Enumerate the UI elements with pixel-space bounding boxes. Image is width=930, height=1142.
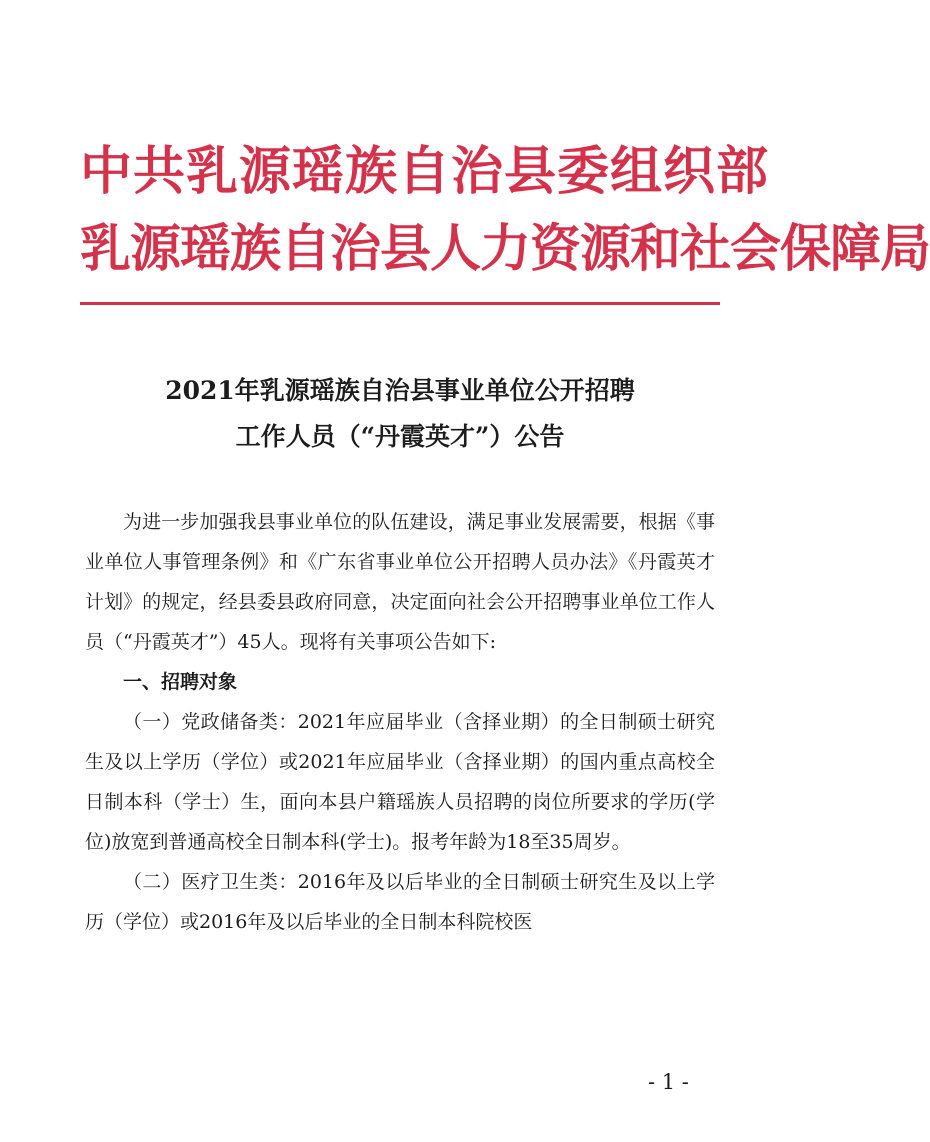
intro-paragraph: 为进一步加强我县事业单位的队伍建设，满足事业发展需要，根据《事业单位人事管理条例》和《广东省事业单位公开招聘人员办法》《丹霞英才计划》的规定，经县委县政府同意，决定面向社会公开招聘事业单位工作人员（“丹霞英才”）45人。现将有关事项公告如下: (85, 511, 715, 653)
page-number: - 1 - (648, 1070, 689, 1094)
item-medical-health: （二）医疗卫生类：2016年及以后毕业的全日制硕士研究生及以上学历（学位）或2016年及以后毕业的全日制本科院校医 (85, 871, 715, 933)
item-party-government-reserve: （一）党政储备类：2021年应届毕业（含择业期）的全日制硕士研究生及以上学历（学位）或2021年应届毕业（含择业期）的国内重点高校全日制本科（学士）生，面向本县户籍瑶族人员招聘的岗位所要求的学历(学位)放宽到普通高校全日制本科(学士)。报考年龄为18至35周岁。 (85, 711, 715, 853)
section-heading-recruitment-targets: 一、招聘对象 (123, 671, 238, 693)
document-title-line-2: 工作人员（“丹霞英才”）公告 (235, 422, 565, 451)
document-title-line-1: 2021年乳源瑶族自治县事业单位公开招聘 (165, 376, 635, 405)
document-body (85, 502, 715, 942)
issuer-header-line-1: 中共乳源瑶族自治县委组织部 (80, 142, 770, 202)
issuer-header-line-2: 乳源瑶族自治县人力资源和社会保障局 (80, 220, 930, 279)
red-header-rule (80, 302, 720, 305)
